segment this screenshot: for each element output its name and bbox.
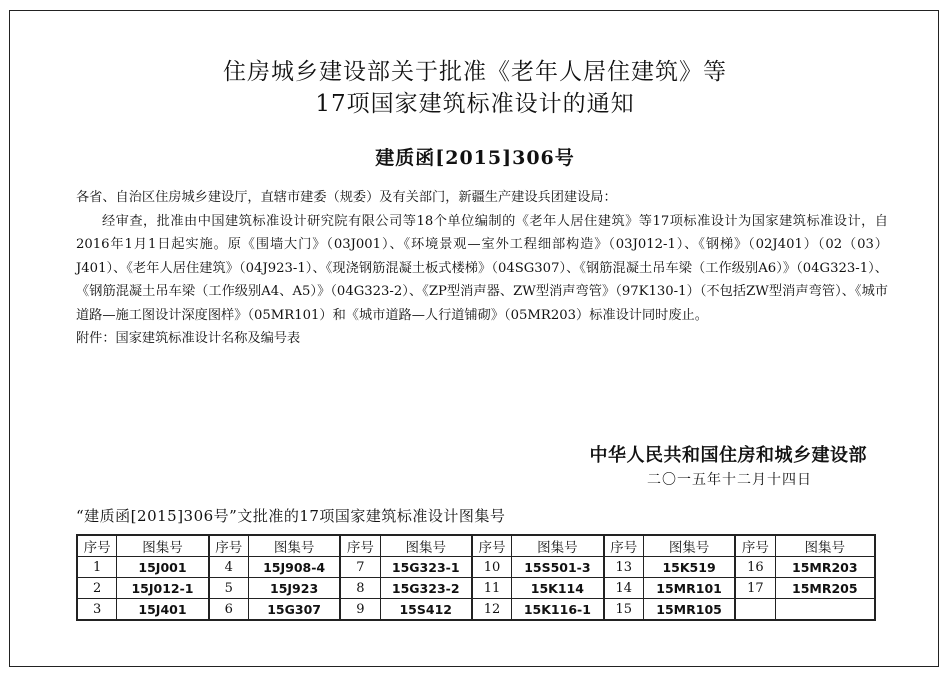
cell-no (735, 599, 775, 621)
notice-title-line2: 17项国家建筑标准设计的通知 (315, 91, 635, 117)
cell-code: 15J012-1 (117, 578, 209, 599)
standards-table (76, 534, 876, 621)
cell-no: 13 (604, 557, 644, 578)
issuing-authority: 中华人民共和国住房和城乡建设部 (589, 445, 867, 466)
header-no: 序号 (209, 535, 249, 557)
header-no: 序号 (604, 535, 644, 557)
cell-code: 15K519 (643, 557, 735, 578)
cell-no: 11 (472, 578, 512, 599)
cell-no: 7 (340, 557, 380, 578)
cell-code (775, 599, 875, 621)
addressee: 各省、自治区住房城乡建设厅，直辖市建委（规委）及有关部门，新疆生产建设兵团建设局： (76, 190, 617, 205)
cell-code: 15MR101 (643, 578, 735, 599)
header-code: 图集号 (775, 535, 875, 557)
cell-code: 15K116-1 (512, 599, 604, 621)
cell-code: 15J001 (117, 557, 209, 578)
table-caption: “建质函[2015]306号”文批准的17项国家建筑标准设计图集号 (76, 507, 506, 525)
header-code: 图集号 (643, 535, 735, 557)
cell-code: 15MR205 (775, 578, 875, 599)
cell-no: 12 (472, 599, 512, 621)
attachment-line: 附件：国家建筑标准设计名称及编号表 (76, 331, 301, 346)
cell-code: 15S412 (380, 599, 472, 621)
cell-no: 4 (209, 557, 249, 578)
cell-code: 15G323-2 (380, 578, 472, 599)
table-row (77, 557, 875, 578)
cell-no: 10 (472, 557, 512, 578)
cell-no: 5 (209, 578, 249, 599)
header-code: 图集号 (512, 535, 604, 557)
cell-no: 2 (77, 578, 117, 599)
cell-code: 15K114 (512, 578, 604, 599)
cell-code: 15MR105 (643, 599, 735, 621)
header-code: 图集号 (380, 535, 472, 557)
cell-code: 15J923 (248, 578, 340, 599)
table-row (77, 578, 875, 599)
header-no: 序号 (77, 535, 117, 557)
cell-no: 16 (735, 557, 775, 578)
header-no: 序号 (735, 535, 775, 557)
notice-body (76, 186, 888, 351)
cell-code: 15J908-4 (248, 557, 340, 578)
main-paragraph: 经审查，批准由中国建筑标准设计研究院有限公司等18个单位编制的《老年人居住建筑》等17项标准设计为国家建筑标准设计，自2016年1月1日起实施。原《围墙大门》（03J001）、《环境景观—室外工程细部构造》（03J012-1）、《钢梯》（02J401）（02（03）J401）、《老年人居住建筑》（04J923-1）、《现浇钢筋混凝土板式楼梯》（04SG307）、《钢筋混凝土吊车梁（工作级别A6）》（04G323-1）、《钢筋混凝土吊车梁（工作级别A4、A5）》（04G323-2）、《ZP型消声器、ZW型消声弯管》（97K130-1）（不包括ZW型消声弯管）、《城市道路—施工图设计深度图样》（05MR101）和《城市道路—人行道铺砌》（05MR203）标准设计同时废止。 (76, 213, 888, 323)
document-number: 建质函[2015]306号 (375, 147, 575, 169)
notice-title-line1: 住房城乡建设部关于批准《老年人居住建筑》等 (223, 59, 727, 85)
cell-no: 17 (735, 578, 775, 599)
cell-no: 15 (604, 599, 644, 621)
issue-date: 二〇一五年十二月十四日 (647, 472, 812, 488)
header-code: 图集号 (248, 535, 340, 557)
cell-code: 15S501-3 (512, 557, 604, 578)
cell-no: 14 (604, 578, 644, 599)
cell-no: 9 (340, 599, 380, 621)
cell-code: 15J401 (117, 599, 209, 621)
cell-code: 15MR203 (775, 557, 875, 578)
header-code: 图集号 (117, 535, 209, 557)
cell-no: 3 (77, 599, 117, 621)
cell-code: 15G307 (248, 599, 340, 621)
cell-no: 6 (209, 599, 249, 621)
cell-no: 8 (340, 578, 380, 599)
header-no: 序号 (472, 535, 512, 557)
header-no: 序号 (340, 535, 380, 557)
table-header-row (77, 535, 875, 557)
cell-code: 15G323-1 (380, 557, 472, 578)
cell-no: 1 (77, 557, 117, 578)
table-row (77, 599, 875, 621)
